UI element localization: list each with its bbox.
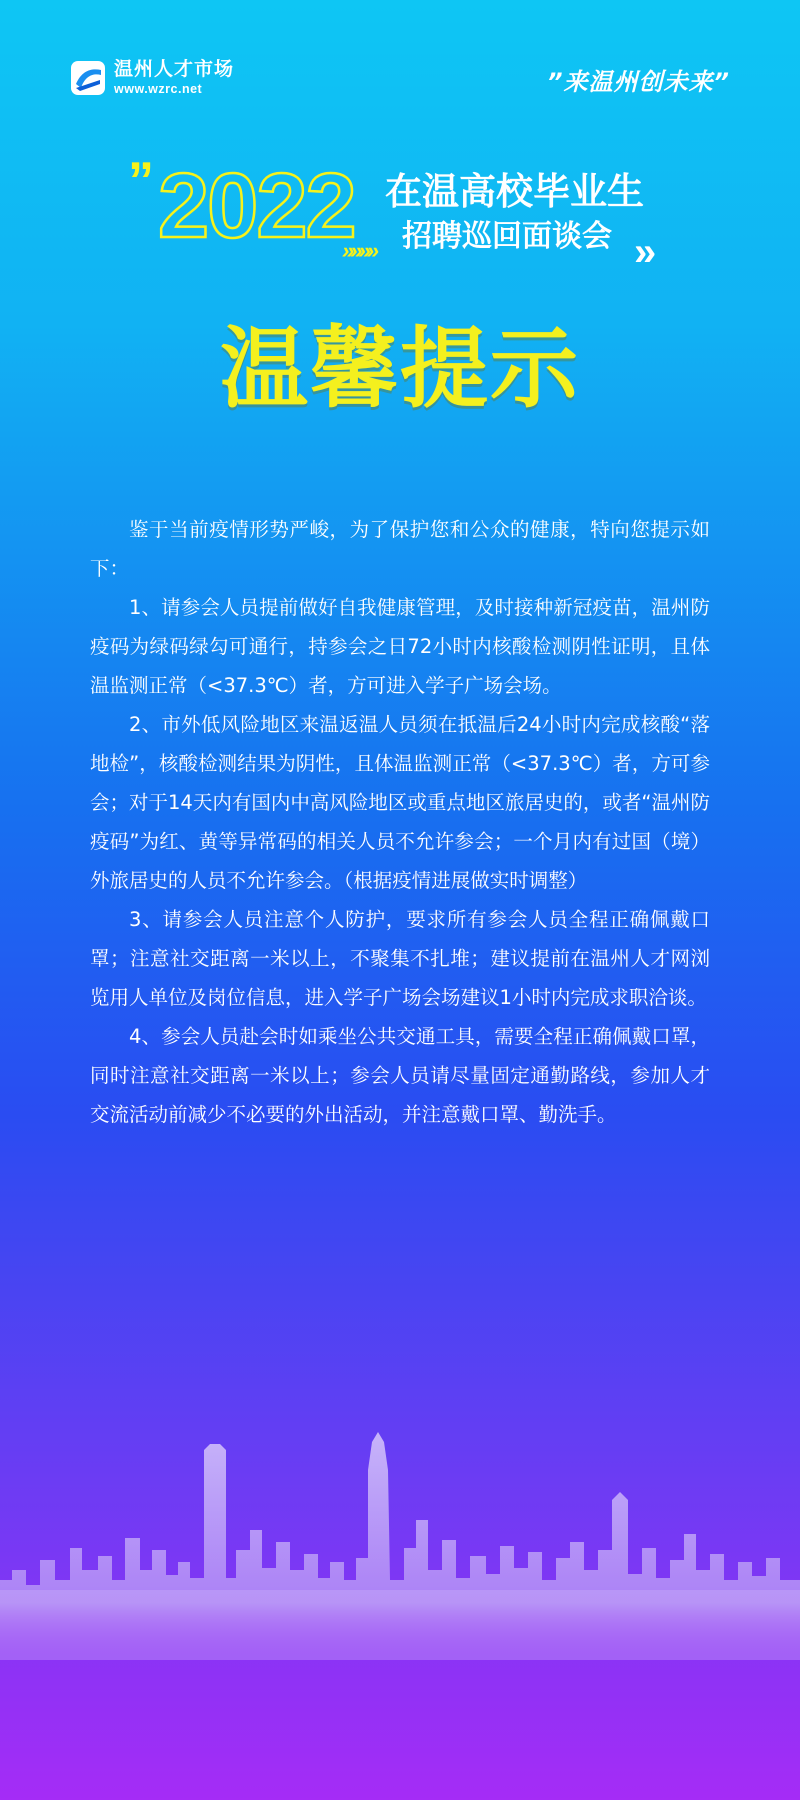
wzrc-logo-icon <box>70 60 106 96</box>
notice-body <box>90 510 710 1134</box>
slogan: ”来温州创未来” <box>547 68 730 96</box>
page-heading: 温馨提示 <box>219 317 580 420</box>
notice-item-4: 4、参会人员赴会时如乘坐公共交通工具，需要全程正确佩戴口罩，同时注意社交距离一米以上；参会人员请尽量固定通勤路线，参加人才交流活动前减少不必要的外出活动，并注意戴口罩、勤洗手。 <box>90 1025 710 1126</box>
event-title-line1: 在温高校毕业生 <box>385 170 644 213</box>
event-close-quote: » <box>634 230 657 274</box>
logo-name: 温州人才市场 <box>114 58 235 81</box>
event-year: 2022 <box>158 155 355 257</box>
notice-item-1: 1、请参会人员提前做好自我健康管理，及时接种新冠疫苗，温州防疫码为绿码绿勾可通行，持参会之日72小时内核酸检测阴性证明，且体温监测正常（<37.3℃）者，方可进入学子广场会场。 <box>90 596 710 697</box>
event-title-line2: 招聘巡回面谈会 <box>402 219 612 254</box>
notice-intro: 鉴于当前疫情形势严峻，为了保护您和公众的健康，特向您提示如下： <box>90 518 710 580</box>
event-open-quote: ” <box>128 152 154 210</box>
notice-item-3: 3、请参会人员注意个人防护，要求所有参会人员全程正确佩戴口罩；注意社交距离一米以上，不聚集不扎堆；建议提前在温州人才网浏览用人单位及岗位信息，进入学子广场会场建议1小时内完成求职洽谈。 <box>90 908 710 1009</box>
notice-item-2: 2、市外低风险地区来温返温人员须在抵温后24小时内完成核酸“落地检”，核酸检测结果为阴性，且体温监测正常（<37.3℃）者，方可参会；对于14天内有国内中高风险地区或重点地区旅居史的，或者“温州防疫码”为红、黄等异常码的相关人员不允许参会；一个月内有过国（境）外旅居史的人员不允许参会。（根据疫情进展做实时调整） <box>90 713 710 892</box>
brand-logo <box>70 60 234 96</box>
city-skyline-illustration <box>0 1430 800 1660</box>
event-year-arrows: »»»» <box>342 238 375 263</box>
logo-url: www.wzrc.net <box>114 82 203 97</box>
